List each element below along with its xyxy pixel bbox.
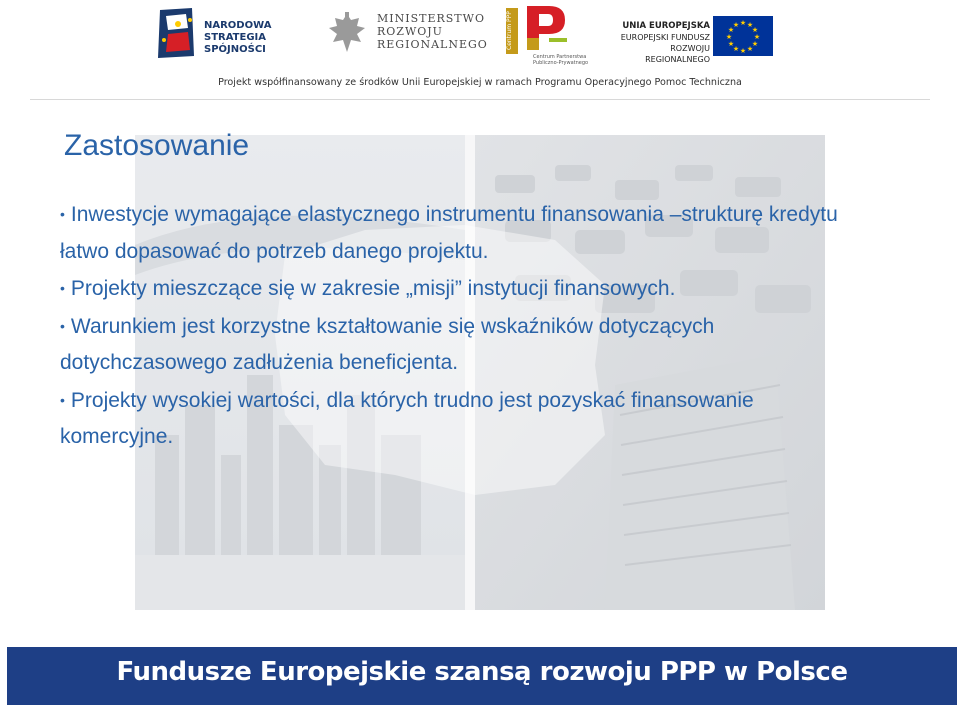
header-divider — [30, 99, 930, 100]
ppp-line-1: Centrum Partnerstwa — [533, 54, 587, 60]
bullet-dot-icon: • — [60, 391, 65, 408]
svg-text:★: ★ — [751, 26, 759, 34]
svg-text:★: ★ — [746, 45, 754, 53]
svg-text:★: ★ — [753, 33, 761, 41]
eu-logo — [610, 16, 780, 64]
svg-text:★: ★ — [739, 19, 747, 27]
eu-line-3: ROZWOJU REGIONALNEGO — [645, 44, 710, 64]
nss-logo-text — [204, 20, 302, 56]
svg-text:★: ★ — [727, 26, 735, 34]
ppp-logo-text — [533, 54, 588, 66]
mrr-line-1: MINISTERSTWO — [377, 12, 485, 25]
svg-text:★: ★ — [727, 40, 735, 48]
ppp-vertical-label: Centrum PPP — [506, 8, 518, 54]
bullet-text: Projekty wysokiej wartości, dla których trudno jest pozyskać finansowanie komercyjne. — [60, 388, 754, 448]
svg-text:★: ★ — [746, 21, 754, 29]
bullet-item — [60, 270, 860, 308]
bullet-list — [60, 196, 860, 456]
eu-flag-icon — [713, 16, 773, 56]
nss-line-1: NARODOWA — [204, 20, 272, 31]
svg-text:★: ★ — [739, 47, 747, 55]
eu-line-2: EUROPEJSKI FUNDUSZ — [620, 33, 710, 42]
mrr-logo — [325, 10, 488, 60]
bullet-item — [60, 382, 860, 456]
bullet-item — [60, 196, 860, 270]
bullet-text: Inwestycje wymagające elastycznego instrumentu finansowania –strukturę kredytu łatwo dopasować do potrzeb danego projektu. — [60, 203, 838, 263]
ppp-line-2: Publiczno-Prywatnego — [533, 60, 589, 66]
mrr-line-2: ROZWOJU — [377, 25, 443, 38]
header — [0, 0, 960, 100]
bullet-text: Warunkiem jest korzystne kształtowanie się wskaźników dotyczących dotychczasowego zadłużenia beneficjenta. — [60, 314, 715, 374]
eu-line-1: UNIA EUROPEJSKA — [622, 21, 710, 31]
nss-line-2: STRATEGIA SPÓJNOŚCI — [204, 32, 267, 55]
mrr-line-3: REGIONALNEGO — [377, 38, 488, 51]
svg-text:★: ★ — [732, 45, 740, 53]
ppp-logo — [505, 2, 589, 68]
footer-slogan: Fundusze Europejskie szansą rozwoju PPP w Polsce — [116, 657, 848, 687]
svg-text:★: ★ — [732, 21, 740, 29]
bullet-dot-icon: • — [60, 206, 65, 222]
cofinancing-caption: Projekt współfinansowany ze środków Unii Europejskiej w ramach Programu Operacyjnego Pomoc Techniczna — [218, 77, 742, 88]
svg-text:★: ★ — [725, 33, 733, 41]
footer-banner — [7, 647, 957, 705]
bullet-text: Projekty mieszczące się w zakresie „misji” instytucji finansowych. — [70, 277, 676, 300]
eu-logo-text — [610, 20, 710, 65]
nss-emblem-icon — [152, 6, 202, 62]
svg-text:★: ★ — [751, 40, 759, 48]
ppp-mark-icon — [519, 2, 579, 54]
eagle-emblem-icon — [325, 10, 369, 58]
bullet-dot-icon: • — [60, 280, 65, 296]
bullet-item — [60, 308, 860, 382]
nss-logo — [152, 6, 302, 62]
slide-title: Zastosowanie — [64, 129, 250, 162]
bullet-dot-icon: • — [60, 317, 65, 334]
mrr-logo-text — [377, 12, 488, 51]
